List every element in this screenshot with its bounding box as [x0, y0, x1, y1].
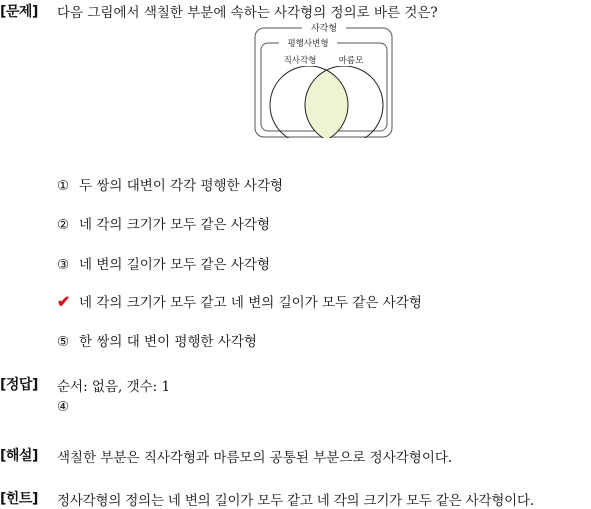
- venn-diagram: [254, 22, 404, 138]
- option-2[interactable]: [57, 213, 270, 233]
- question-tag: [문제]: [0, 4, 38, 20]
- answer-tag: [정답]: [0, 377, 38, 393]
- option-4-text: 네 각의 크기가 모두 같고 네 변의 길이가 모두 같은 사각형: [79, 295, 422, 311]
- option-5-text: 한 쌍의 대 변이 평행한 사각형: [79, 334, 257, 350]
- checkmark-icon: ✔: [57, 292, 71, 311]
- option-5-number: ⑤: [57, 334, 70, 350]
- option-2-number: ②: [57, 217, 70, 233]
- option-3[interactable]: [57, 253, 270, 273]
- left-label: 직사각형: [283, 56, 317, 66]
- option-1-text: 두 쌍의 대변이 각각 평행한 사각형: [79, 178, 284, 194]
- question-text: 다음 그림에서 색칠한 부분에 속하는 사각형의 정의로 바른 것은?: [57, 5, 438, 21]
- explanation-tag: [해설]: [0, 448, 38, 464]
- option-5[interactable]: [57, 330, 257, 350]
- inner-label: 평행사변형: [287, 39, 329, 49]
- option-3-text: 네 변의 길이가 모두 같은 사각형: [79, 257, 270, 273]
- option-1[interactable]: [57, 174, 283, 194]
- right-label: 마름모: [338, 56, 364, 66]
- outer-label: 사각형: [310, 24, 338, 34]
- answer-line-2: ④: [57, 399, 70, 415]
- answer-line-1: 순서: 없음, 갯수: 1: [57, 379, 171, 395]
- option-4[interactable]: [57, 291, 422, 311]
- option-2-text: 네 각의 크기가 모두 같은 사각형: [79, 217, 270, 233]
- hint-tag: [힌트]: [0, 491, 38, 507]
- hint-text: 정사각형의 정의는 네 변의 길이가 모두 같고 네 각의 크기가 모두 같은 사각형이다.: [57, 493, 534, 509]
- option-1-number: ①: [57, 178, 70, 194]
- option-3-number: ③: [57, 257, 70, 273]
- explanation-text: 색칠한 부분은 직사각형과 마름모의 공통된 부분으로 정사각형이다.: [57, 450, 453, 466]
